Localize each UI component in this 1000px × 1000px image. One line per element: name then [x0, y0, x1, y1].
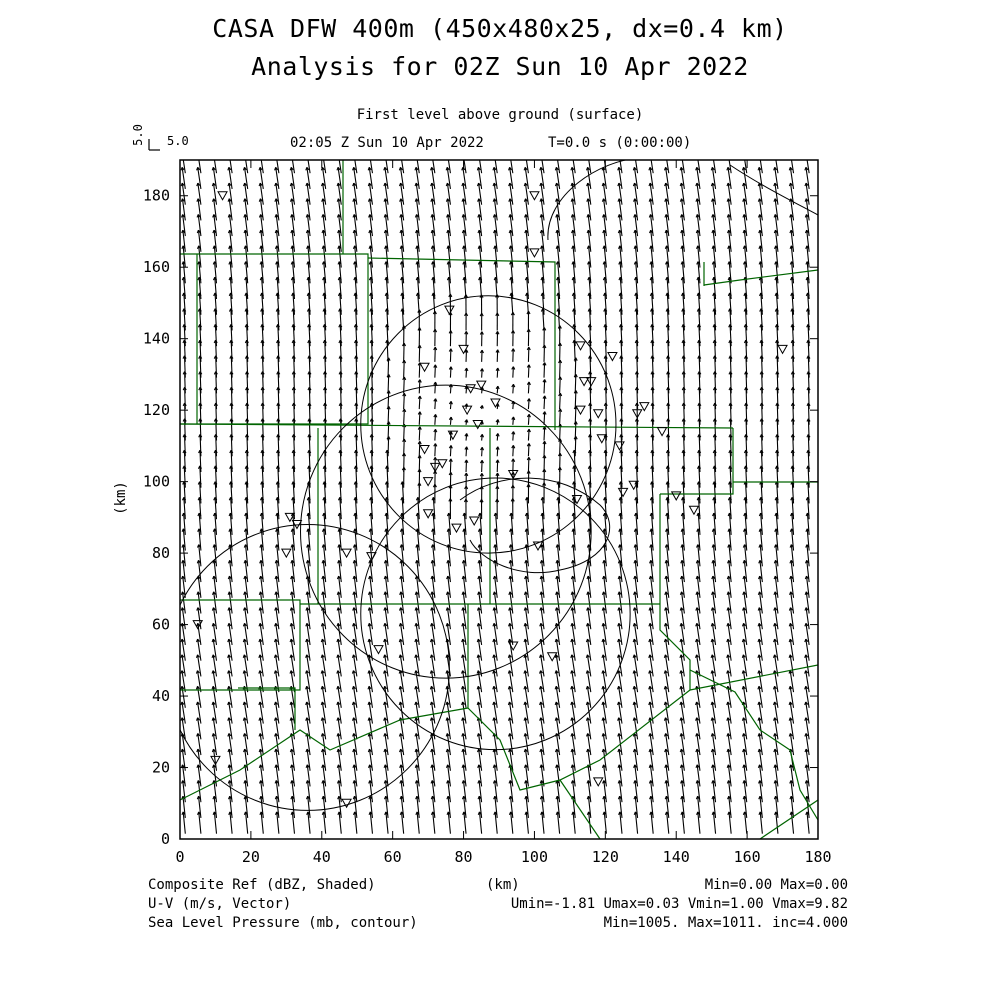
wind-vector-head — [182, 152, 184, 155]
wind-vector-head — [759, 152, 761, 155]
wind-vector-head — [462, 152, 463, 155]
wind-vector-head — [290, 152, 291, 155]
valid-time-label: 02:05 Z Sun 10 Apr 2022 — [290, 135, 484, 151]
level-label: First level above ground (surface) — [356, 107, 644, 123]
wind-vector-head — [728, 152, 730, 155]
wind-vector-head — [477, 152, 478, 155]
wind-vector-head — [259, 152, 260, 155]
wind-vector-head — [680, 152, 681, 155]
wind-vector-head — [307, 152, 309, 155]
wind-vector-head — [322, 152, 324, 155]
wind-vector — [404, 393, 405, 409]
chart-title: CASA DFW 400m (450x480x25, dx=0.4 km) — [212, 14, 788, 43]
wind-vector — [404, 439, 405, 456]
wind-vector-head — [711, 152, 712, 155]
wind-vector-head — [415, 152, 416, 155]
wind-vector-head — [508, 152, 509, 155]
wind-vector-head — [618, 152, 619, 155]
wind-vector-head — [586, 152, 587, 155]
wind-vector-head — [587, 152, 589, 155]
wind-vector-head — [510, 152, 512, 155]
wind-vector-head — [197, 152, 198, 155]
wind-vector — [560, 409, 561, 425]
wind-vector-head — [213, 152, 215, 155]
wind-vector-head — [633, 152, 634, 155]
wind-vector-head — [555, 152, 556, 155]
wind-vector-head — [742, 152, 743, 155]
wind-vector-head — [244, 152, 246, 155]
wind-vector — [419, 380, 420, 394]
wind-vector — [404, 360, 405, 377]
wind-vector — [544, 363, 545, 378]
wind-vector-head — [493, 152, 494, 155]
wind-vector — [528, 365, 529, 378]
wind-vector — [435, 444, 436, 457]
wind-vector-head — [540, 152, 541, 155]
wind-vector — [419, 363, 420, 378]
wind-vector-head — [727, 152, 728, 155]
wind-vector-head — [432, 152, 434, 155]
wind-vector-head — [572, 152, 574, 155]
wind-vector-head — [482, 421, 483, 424]
wind-vector-head — [696, 152, 697, 155]
wind-vector-head — [384, 152, 385, 155]
wind-vector-head — [338, 152, 340, 155]
chart-subtitle: Analysis for 02Z Sun 10 Apr 2022 — [251, 52, 749, 81]
wind-vector-head — [602, 152, 603, 155]
wind-vector — [388, 391, 389, 409]
wind-vector — [560, 377, 561, 393]
wind-vector-head — [525, 152, 527, 155]
wind-vector-head — [260, 152, 262, 155]
wind-vector — [404, 424, 405, 440]
wind-vector-head — [229, 152, 231, 155]
wind-vector-head — [446, 152, 447, 155]
wind-vector-head — [274, 152, 275, 155]
wind-vector-head — [743, 152, 745, 155]
wind-vector-head — [368, 152, 369, 155]
wind-vector-head — [369, 152, 371, 155]
wind-vector-head — [571, 152, 572, 155]
elapsed-time-label: T=0.0 s (0:00:00) — [548, 135, 692, 151]
wind-vector-head — [291, 152, 293, 155]
wind-vector-head — [478, 152, 480, 155]
wind-vector-head — [385, 152, 387, 155]
wind-vector-head — [212, 152, 213, 155]
wind-vector — [560, 393, 561, 409]
wind-vector-head — [321, 152, 322, 155]
wind-vector-head — [447, 152, 449, 155]
wind-vector-head — [649, 152, 650, 155]
wind-vector — [419, 427, 420, 441]
wind-vector-head — [198, 152, 200, 155]
wind-vector — [544, 379, 545, 393]
wind-vector-head — [354, 152, 356, 155]
wind-vector — [544, 427, 545, 441]
wind-vector-head — [681, 152, 683, 155]
wind-vector-head — [634, 152, 636, 155]
wind-vector-head — [494, 152, 496, 155]
wind-vector — [544, 441, 545, 456]
wind-vector-head — [228, 152, 229, 155]
wind-vector-head — [337, 152, 338, 155]
wind-vector-head — [650, 152, 652, 155]
wind-vector-head — [664, 152, 665, 155]
wind-vector-head — [482, 405, 483, 408]
reference-vector-label-vertical: 5.0 — [130, 124, 145, 146]
wind-vector-head — [276, 152, 278, 155]
wind-vector-head — [603, 152, 605, 155]
wind-vector-head — [463, 152, 465, 155]
wind-vector-head — [556, 152, 558, 155]
wind-vector-head — [665, 152, 667, 155]
wind-vector — [528, 443, 529, 456]
wind-vector — [560, 360, 561, 377]
wind-vector-head — [181, 152, 182, 155]
wind-vector-head — [352, 152, 353, 155]
wind-vector — [404, 409, 405, 425]
wind-vector-head — [697, 152, 699, 155]
wind-vector — [419, 441, 420, 456]
wind-vector-head — [306, 152, 307, 155]
wind-vector-head — [524, 152, 525, 155]
wind-vector-head — [758, 152, 759, 155]
wind-vector-head — [712, 152, 714, 155]
wind-vector-head — [541, 152, 543, 155]
wind-vector — [435, 365, 436, 378]
wind-vector-head — [430, 152, 431, 155]
wind-vector-head — [400, 152, 402, 155]
wind-vector-head — [399, 152, 400, 155]
wind-vector — [388, 406, 389, 424]
wind-vector-head — [416, 152, 418, 155]
wind-vector-head — [243, 152, 244, 155]
wind-vector-head — [619, 152, 621, 155]
reference-vector-label: 5.0 — [167, 134, 189, 148]
